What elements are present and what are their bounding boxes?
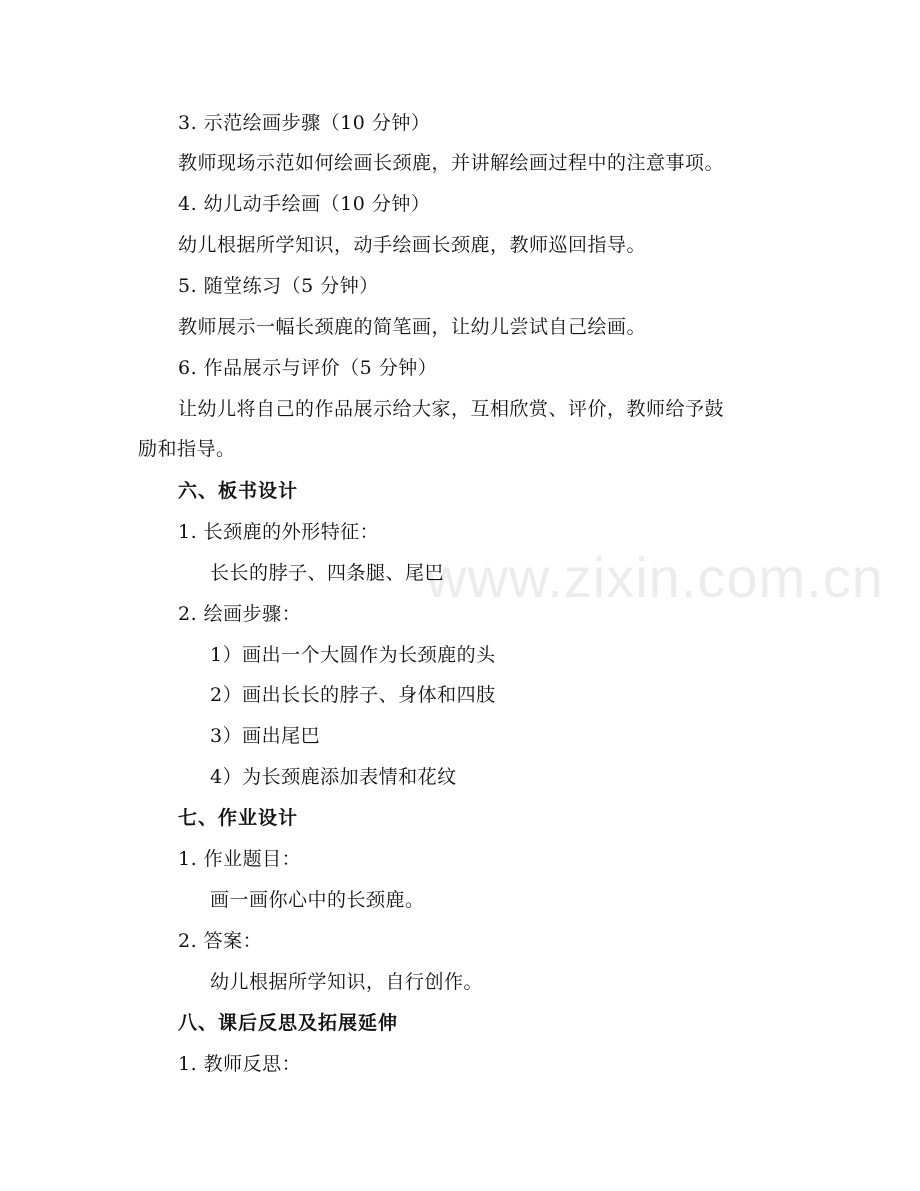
step4-text: 幼儿根据所学知识，动手绘画长颈鹿，教师巡回指导。 (178, 234, 647, 256)
step5-title: 5. 随堂练习（5 分钟） (178, 275, 379, 297)
step6-text-line2: 励和指导。 (138, 438, 236, 460)
board-item2-title: 2. 绘画步骤： (178, 603, 302, 625)
step6-title: 6. 作品展示与评价（5 分钟） (178, 357, 438, 379)
homework-item2-title: 2. 答案： (178, 930, 263, 952)
watermark: www.zixin.com.cn (426, 546, 884, 609)
step5-text: 教师展示一幅长颈鹿的简笔画，让幼儿尝试自己绘画。 (178, 316, 647, 338)
step3-title: 3. 示范绘画步骤（10 分钟） (178, 112, 431, 134)
step6-text-line1: 让幼儿将自己的作品展示给大家，互相欣赏、评价，教师给予鼓 (178, 398, 725, 420)
board-item1-text: 长长的脖子、四条腿、尾巴 (210, 562, 445, 584)
section-heading-board-design: 六、板书设计 (178, 480, 299, 502)
board-item1-title: 1. 长颈鹿的外形特征： (178, 521, 380, 543)
reflection-item1-title: 1. 教师反思： (178, 1053, 302, 1075)
step3-text: 教师现场示范如何绘画长颈鹿，并讲解绘画过程中的注意事项。 (178, 152, 725, 174)
board-step-1: 1）画出一个大圆作为长颈鹿的头 (210, 644, 496, 666)
board-step-4: 4）为长颈鹿添加表情和花纹 (210, 766, 457, 788)
homework-item1-title: 1. 作业题目： (178, 848, 302, 870)
board-step-2: 2）画出长长的脖子、身体和四肢 (210, 684, 496, 706)
board-step-3: 3）画出尾巴 (210, 725, 321, 747)
homework-item1-text: 画一画你心中的长颈鹿。 (210, 889, 425, 911)
step4-title: 4. 幼儿动手绘画（10 分钟） (178, 193, 431, 215)
homework-item2-text: 幼儿根据所学知识，自行创作。 (210, 971, 484, 993)
section-heading-homework: 七、作业设计 (178, 807, 299, 829)
section-heading-reflection: 八、课后反思及拓展延伸 (178, 1012, 399, 1034)
